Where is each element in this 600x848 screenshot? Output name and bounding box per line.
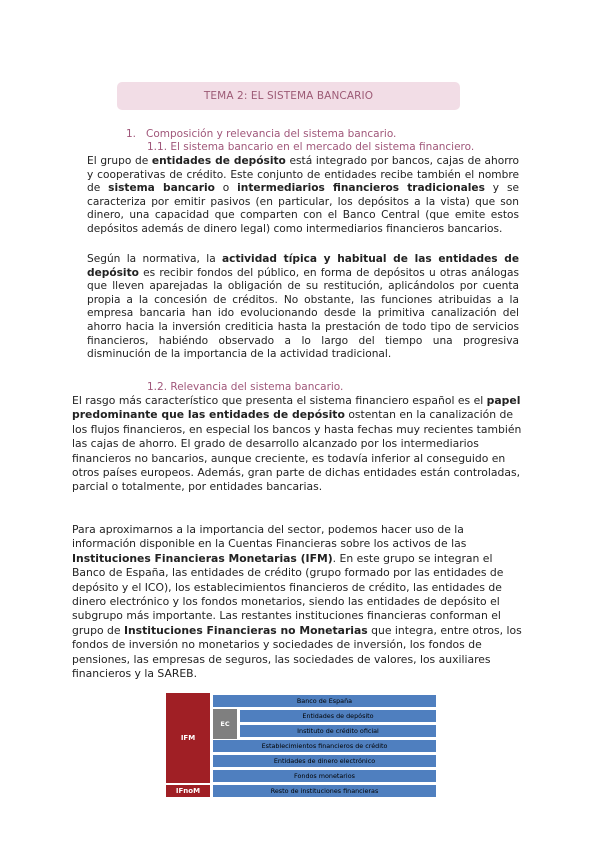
paragraph-actividad-tipica: Según la normativa, la actividad típica y habitual de las entidades de depósito es recibir fondos del público, en forma de depósitos u otras análogas que lleven aparejadas la obligación de su restitución, aplicándolos por cuenta propia a la concesión de créditos. No obstante, las funciones atribuidas a la empresa bancaria han ido evolucionando desde la primitiva canalización del ahorro hacia la inversión crediticia hasta la prestación de todo tipo de servicios financieros, habiéndo observado a lo largo del tiempo una progresiva disminución de la importancia de la actividad tradicional. [87, 253, 519, 361]
row-establecimientos: Establecimientos financieros de crédito [213, 740, 436, 752]
section-1-1-heading: 1.1. El sistema bancario en el mercado del sistema financiero. [147, 141, 475, 153]
row-banco-espana: Banco de España [213, 695, 436, 707]
paragraph-entidades-deposito: El grupo de entidades de depósito está integrado por bancos, cajas de ahorro y cooperativas de crédito. Este conjunto de entidades recibe también el nombre de sistema bancario o intermediarios financieros tradicionales y se caracteriza por emitir pasivos (en particular, los depósitos a la vista) que son dinero, una capacidad que comparten con el Banco Central (que emite estos depósitos además de dinero legal) como intermediarios financieros bancarios. [87, 155, 520, 235]
paragraph-rasgo-caracteristico: El rasgo más característico que presenta el sistema financiero español es el papel predominante que las entidades de depósito ostentan en la canalización de los flujos financieros, en especial los bancos y hasta fechas muy recientes también las cajas de ahorro. El grado de desarrollo alcanzado por los intermediarios financieros no bancarios, aunque creciente, es todavía inferior al conseguido en otros países europeos. Además, gran parte de dichas entidades están controladas, parcial o totalmente, por entidades bancarias. [72, 394, 522, 494]
page-title: TEMA 2: EL SISTEMA BANCARIO [117, 82, 460, 110]
row-ico: Instituto de crédito oficial [240, 725, 436, 737]
paragraph-importancia-sector: Para aproximarnos a la importancia del sector, podemos hacer uso de la información disponible en la Cuentas Financieras sobre los activos de las Instituciones Financieras Monetarias (IFM). En este grupo se integran el Banco de España, las entidades de crédito (grupo formado por las entidades de depósito y el ICO), los establecimientos financieros de crédito, las entidades de dinero electrónico y los fondos monetarios, siendo las entidades de depósito el subgrupo más importante. Las restantes instituciones financieras conforman el grupo de Instituciones Financieras no Monetarias que integra, entre otros, los fondos de inversión no monetarios y sociedades de inversión, los fondos de pensiones, las empresas de seguros, las sociedades de valores, los auxiliares financieros y la SAREB. [72, 523, 522, 681]
section-1-2-heading: 1.2. Relevancia del sistema bancario. [147, 381, 344, 393]
section-1-number: 1. [126, 128, 137, 140]
ifm-block: IFM [166, 693, 210, 783]
section-1-heading [126, 128, 396, 140]
section-1-label: Composición y relevancia del sistema bancario. [146, 128, 397, 140]
ec-block: EC [213, 709, 237, 739]
row-entidades-deposito: Entidades de depósito [240, 710, 436, 722]
ifnom-block: IFnoM [166, 785, 210, 797]
row-fondos-monetarios: Fondos monetarios [213, 770, 436, 782]
row-dinero-electronico: Entidades de dinero electrónico [213, 755, 436, 767]
ifm-diagram [166, 693, 436, 799]
row-resto-instituciones: Resto de instituciones financieras [213, 785, 436, 797]
